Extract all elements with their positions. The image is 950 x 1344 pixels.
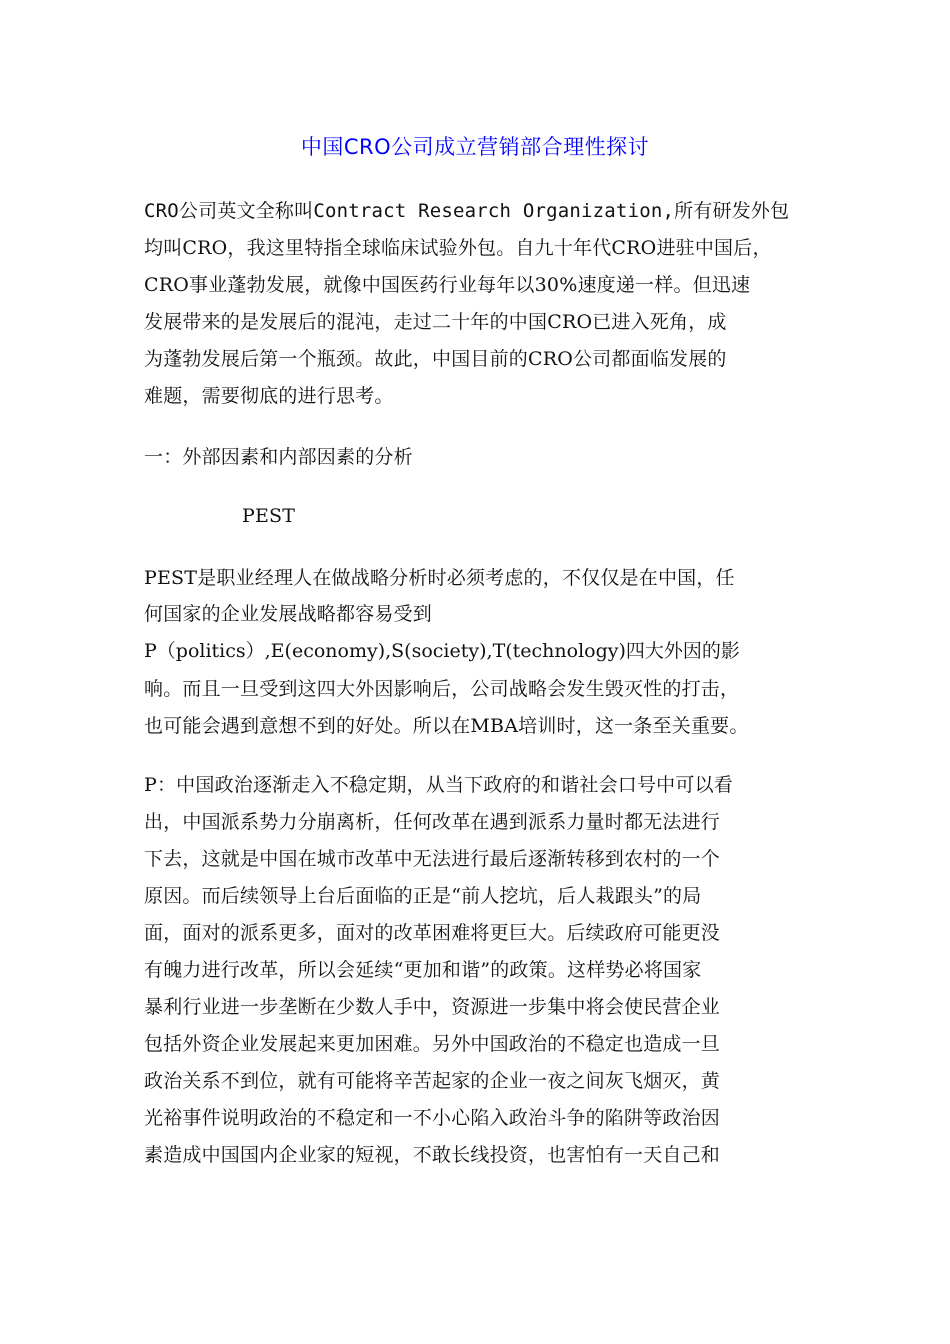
intro-line-6: 难题，需要彻底的进行思考。: [144, 385, 394, 407]
intro-line-5: 为蓬勃发展后第一个瓶颈。故此，中国目前的CRO公司都面临发展的: [144, 348, 727, 370]
p-line-5: 面，面对的派系更多，面对的改革困难将更巨大。后续政府可能更没: [144, 922, 721, 944]
p-line-1: P：中国政治逐渐走入不稳定期，从当下政府的和谐社会口号中可以看: [144, 774, 733, 796]
p-line-10: 光裕事件说明政治的不稳定和一不小心陷入政治斗争的陷阱等政治因: [144, 1107, 721, 1129]
intro-line-2: 均叫CRO，我这里特指全球临床试验外包。自九十年代CRO进驻中国后，: [144, 237, 772, 259]
pest-line-4: 响。而且一旦受到这四大外因影响后，公司战略会发生毁灭性的打击，: [144, 678, 740, 700]
p-line-6: 有魄力进行改革，所以会延续“更加和谐”的政策。这样势必将国家: [144, 959, 702, 981]
p-line-11: 素造成中国国内企业家的短视，不敢长线投资，也害怕有一天自己和: [144, 1144, 721, 1166]
p-line-2: 出，中国派系势力分崩离析，任何改革在遇到派系力量时都无法进行: [144, 811, 721, 833]
pest-line-5: 也可能会遇到意想不到的好处。所以在MBA培训时，这一条至关重要。: [144, 715, 749, 737]
p-line-7: 暴利行业进一步垄断在少数人手中，资源进一步集中将会使民营企业: [144, 996, 721, 1018]
p-line-9: 政治关系不到位，就有可能将辛苦起家的企业一夜之间灰飞烟灭，黄: [144, 1070, 721, 1092]
pest-line-2: 何国家的企业发展战略都容易受到: [144, 603, 433, 625]
intro-line-3: CRO事业蓬勃发展，就像中国医药行业每年以30%速度递一样。但迅速: [144, 274, 751, 296]
pest-subheading: PEST: [242, 505, 296, 527]
pest-line-1: PEST是职业经理人在做战略分析时必须考虑的，不仅仅是在中国，任: [144, 567, 735, 589]
p-line-4: 原因。而后续领导上台后面临的正是“前人挖坑，后人栽跟头”的局: [144, 885, 702, 907]
document-title: 中国CRO公司成立营销部合理性探讨: [300, 135, 650, 159]
p-line-8: 包括外资企业发展起来更加困难。另外中国政治的不稳定也造成一旦: [144, 1033, 721, 1055]
intro-line-4: 发展带来的是发展后的混沌，走过二十年的中国CRO已进入死角，成: [144, 311, 727, 333]
section-heading: 一：外部因素和内部因素的分析: [144, 446, 413, 468]
pest-line-3: P（politics）,E(economy),S(society),T(technology)四大外因的影: [144, 640, 740, 662]
intro-line-1: CRO公司英文全称叫Contract Research Organization,所有研发外包: [144, 200, 790, 222]
p-line-3: 下去，这就是中国在城市改革中无法进行最后逐渐转移到农村的一个: [144, 848, 721, 870]
